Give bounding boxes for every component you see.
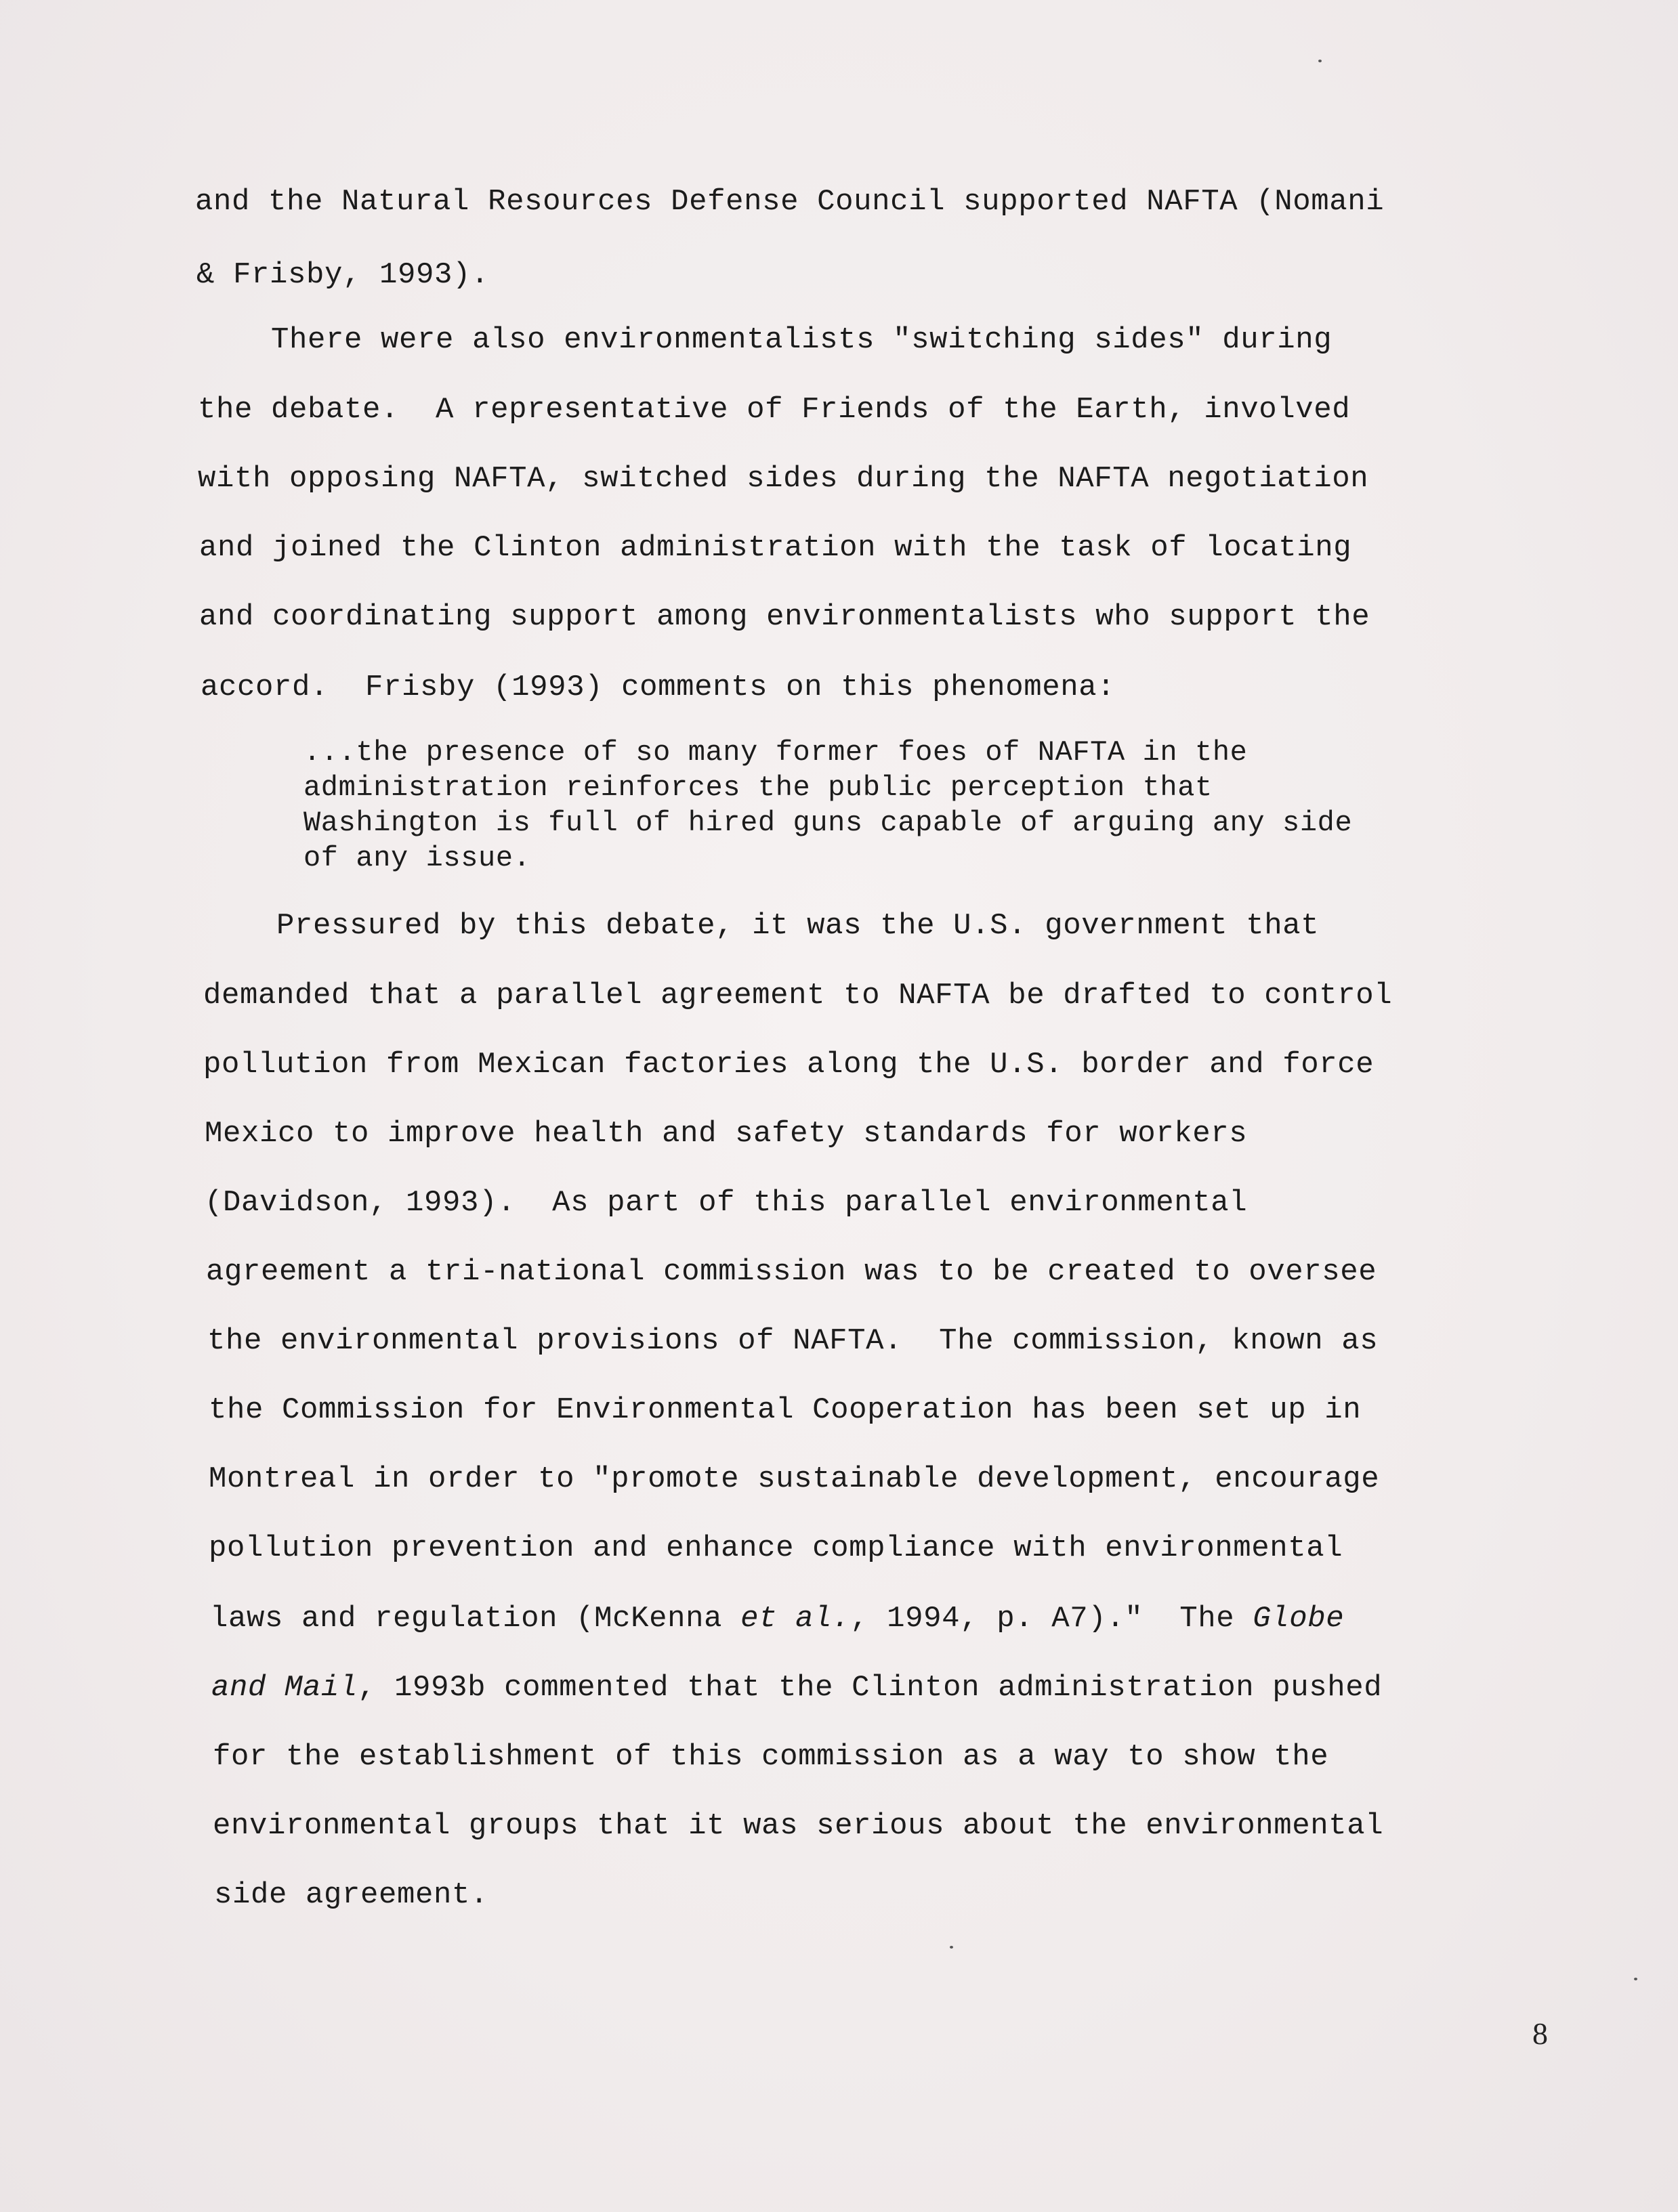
scan-speck xyxy=(1634,1978,1637,1980)
text-line: pollution from Mexican factories along the U.S. border and force xyxy=(203,1048,1375,1082)
text-line: Mexico to improve health and safety standards for workers xyxy=(205,1117,1248,1151)
text-line: and coordinating support among environmentalists who support the xyxy=(199,600,1370,634)
text-line: the Commission for Environmental Cooperation has been set up in xyxy=(209,1393,1362,1427)
italic-globe: Globe xyxy=(1253,1602,1345,1636)
text-line: pollution prevention and enhance compliance with environmental xyxy=(209,1531,1343,1565)
scan-speck xyxy=(1318,60,1322,62)
text-line: Montreal in order to "promote sustainable development, encourage xyxy=(209,1462,1380,1496)
italic-and-mail: and Mail xyxy=(211,1671,358,1705)
text-line: environmental groups that it was serious about the environmental xyxy=(213,1809,1384,1843)
text-line: Pressured by this debate, it was the U.S. government that xyxy=(203,909,1320,943)
text-line: There were also environmentalists "switching sides" during xyxy=(198,323,1333,357)
scan-speck xyxy=(950,1946,953,1949)
quote-line: Washington is full of hired guns capable of arguing any side xyxy=(303,807,1353,839)
text-line: agreement a tri-national commission was to be created to oversee xyxy=(206,1255,1377,1289)
text-line: side agreement. xyxy=(214,1878,489,1912)
text-line: demanded that a parallel agreement to NAFTA be drafted to control xyxy=(203,979,1393,1013)
quote-line: ...the presence of so many former foes of NAFTA in the xyxy=(303,736,1248,769)
quote-line: of any issue. xyxy=(303,842,531,874)
text-line: with opposing NAFTA, switched sides during the NAFTA negotiation xyxy=(198,462,1369,496)
text-span: , 1994, p. A7)." The xyxy=(850,1602,1253,1636)
text-line: for the establishment of this commission as a way to show the xyxy=(213,1740,1329,1774)
italic-et-al: et al. xyxy=(740,1602,851,1636)
text-line: the debate. A representative of Friends of the Earth, involved xyxy=(198,393,1351,427)
text-line: accord. Frisby (1993) comments on this phenomena: xyxy=(201,671,1116,704)
text-line-citation xyxy=(211,1673,1382,1703)
text-line: and the Natural Resources Defense Council supported NAFTA (Nomani xyxy=(195,185,1385,219)
text-span: , 1993b commented that the Clinton administration pushed xyxy=(358,1671,1383,1705)
text-line: (Davidson, 1993). As part of this parallel environmental xyxy=(205,1186,1248,1220)
text-line: and joined the Clinton administration with the task of locating xyxy=(199,531,1352,565)
text-line: & Frisby, 1993). xyxy=(196,258,490,292)
page-number: 8 xyxy=(1532,2016,1548,2051)
text-line: the environmental provisions of NAFTA. The commission, known as xyxy=(207,1324,1379,1358)
text-span: laws and regulation (McKenna xyxy=(210,1602,741,1636)
text-line-citation xyxy=(210,1604,1344,1634)
quote-line: administration reinforces the public perception that xyxy=(303,771,1213,804)
